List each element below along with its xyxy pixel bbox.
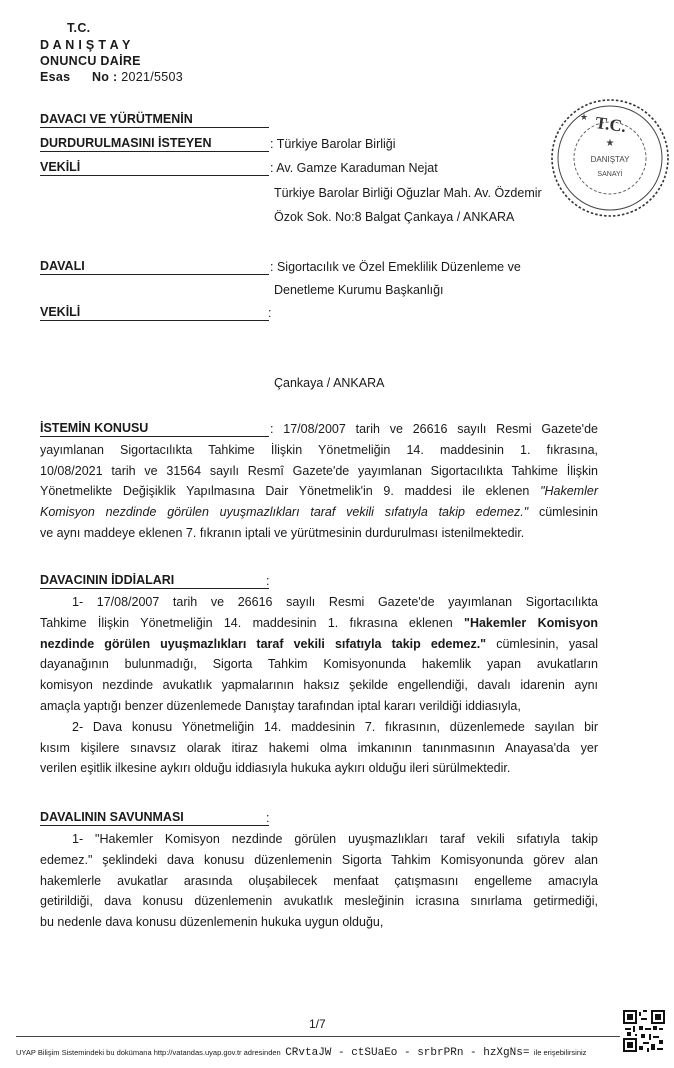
davali-savunma-colon: : xyxy=(266,811,270,825)
davaci-address-line-2: Özok Sok. No:8 Balgat Çankaya / ANKARA xyxy=(274,210,515,224)
label-underline xyxy=(40,274,269,275)
uyap-verification-code: CRvtaJW - ctSUaEo - srbrPRn - hzXgNs= xyxy=(285,1047,530,1059)
davaci-address-line-1: Türkiye Barolar Birliği Oğuzlar Mah. Av. Özdemir xyxy=(274,186,542,200)
davali-vekili-label: VEKİLİ xyxy=(40,305,81,319)
court-name: D A N I Ş T A Y xyxy=(40,38,131,52)
davali-vekili-colon: : xyxy=(268,306,272,320)
davaci-iddia-label: DAVACININ İDDİALARI xyxy=(40,573,175,587)
davali-savunma-label: DAVALININ SAVUNMASI xyxy=(40,810,184,824)
case-number: 2021/5503 xyxy=(121,70,184,84)
footer-rule xyxy=(16,1036,620,1037)
stamp-ring-top: DANIŞTAY xyxy=(590,155,630,164)
esas-label: Esas xyxy=(40,70,71,84)
davali-value-line-1: : Sigortacılık ve Özel Emeklilik Düzenleme ve xyxy=(270,260,521,274)
qr-code xyxy=(623,1010,665,1052)
label-underline xyxy=(40,127,269,128)
label-underline xyxy=(40,825,269,826)
davaci-iddia-colon: : xyxy=(266,574,270,588)
tc-heading: T.C. xyxy=(67,21,91,35)
case-number-line xyxy=(40,69,183,85)
istem-paragraph: : 17/08/2007 tarih ve 26616 sayılı Resmi Gazete'de yayımlanan Sigortacılıkta Tahkime İlişkin Yönetmeliğin 14. maddesinin 1. fıkrasına, 10/08/2021 tarih ve 31564 sayılı Resmî Gazete'de yayımlanan Sigortacılıkta Tahkime İlişkin Yönetmelikte Değişiklik Yapılmasına Dair Yönetmelik'in 9. maddesi ile eklenen "Hakemler Komisyon nezdinde görülen uyuşmazlıkları taraf vekili sıfatıyla takip edemez." cümlesinin ve aynı maddeye eklenen 7. fıkranın iptali ve yürütmesinin durdurulması istenilmektedir. xyxy=(40,422,598,540)
stamp-center-text: T.C. xyxy=(594,112,628,137)
davali-value-line-2: Denetleme Kurumu Başkanlığı xyxy=(274,283,444,297)
davaci-vekili-value: : Av. Gamze Karaduman Nejat xyxy=(270,161,438,175)
page-number: 1/7 xyxy=(309,1017,326,1031)
svg-text:★: ★ xyxy=(605,138,615,149)
chamber-name: ONUNCU DAİRE xyxy=(40,54,141,68)
label-underline xyxy=(40,151,269,152)
davali-label: DAVALI xyxy=(40,259,85,273)
stamp-ring-bottom: SANAYİ xyxy=(597,171,623,178)
no-label: No : xyxy=(91,70,118,84)
court-seal-stamp xyxy=(548,96,672,220)
label-underline xyxy=(40,588,269,589)
davaci-label-2: DURDURULMASINI İSTEYEN xyxy=(40,136,212,150)
davaci-value: : Türkiye Barolar Birliği xyxy=(270,137,396,151)
svg-text:★: ★ xyxy=(579,112,589,122)
davaci-vekili-label: VEKİLİ xyxy=(40,160,81,174)
davaci-label-1: DAVACI VE YÜRÜTMENİN xyxy=(40,112,193,126)
uyap-footer: UYAP Bilişim Sistemindeki bu dokümana http://vatandas.uyap.gov.tr adresinden CRvtaJW - ctSUaEo - srbrPRn - hzXgNs= ile erişebilirsiniz xyxy=(16,1047,587,1059)
label-underline xyxy=(40,320,269,321)
davali-address: Çankaya / ANKARA xyxy=(274,376,385,390)
davaci-iddia-paragraph: 1- 17/08/2007 tarih ve 26616 sayılı Resmi Gazete'de yayımlanan Sigortacılıkta Tahkime İlişkin Yönetmeliğin 14. maddesinin 1. fıkrasına eklenen "Hakemler Komisyon nezdinde görülen uyuşmazlıkları taraf vekili sıfatıyla takip edemez." cümlesinin, yasal dayanağının bulunmadığı, Sigorta Tahkim Komisyonunda hakemlik yapan avukatların komisyon nezdinde avukatlık yapmalarının haksız şekilde engellendiği, davalı idarenin aynı amaçla yaptığı benzer düzenlemede Danıştay tarafından iptal kararı verildiği iddiasıyla, 2- Dava konusu Yönetmeliğin 14. maddesinin 7. fıkrasının, düzenlemede sayılan bir kısım kişilere sınavsız olarak itiraz hakemi olma imkanının tanınmasının Anayasa'da yer verilen eşitlik ilkesine aykırı olduğu iddiasıyla hukuka aykırı olduğu ileri sürülmektedir. xyxy=(40,595,598,776)
davali-savunma-paragraph: 1- "Hakemler Komisyon nezdinde görülen uyuşmazlıkları taraf vekili sıfatıyla takip edemez." şeklindeki dava konusu düzenlemenin Sigorta Tahkim Komisyonunda görev alan hakemlerle avukatlar arasında oluşabilecek menfaat çatışmasını engelleme amacıyla getirildiği, dava konusu düzenlemenin avukatlık mesleğinin icrasına sınırlama getirmediği, bu nedenle dava konusu düzenlemenin hukuka uygun olduğu, xyxy=(40,832,598,930)
label-underline xyxy=(40,175,269,176)
istem-label: İSTEMİN KONUSU xyxy=(40,421,149,435)
